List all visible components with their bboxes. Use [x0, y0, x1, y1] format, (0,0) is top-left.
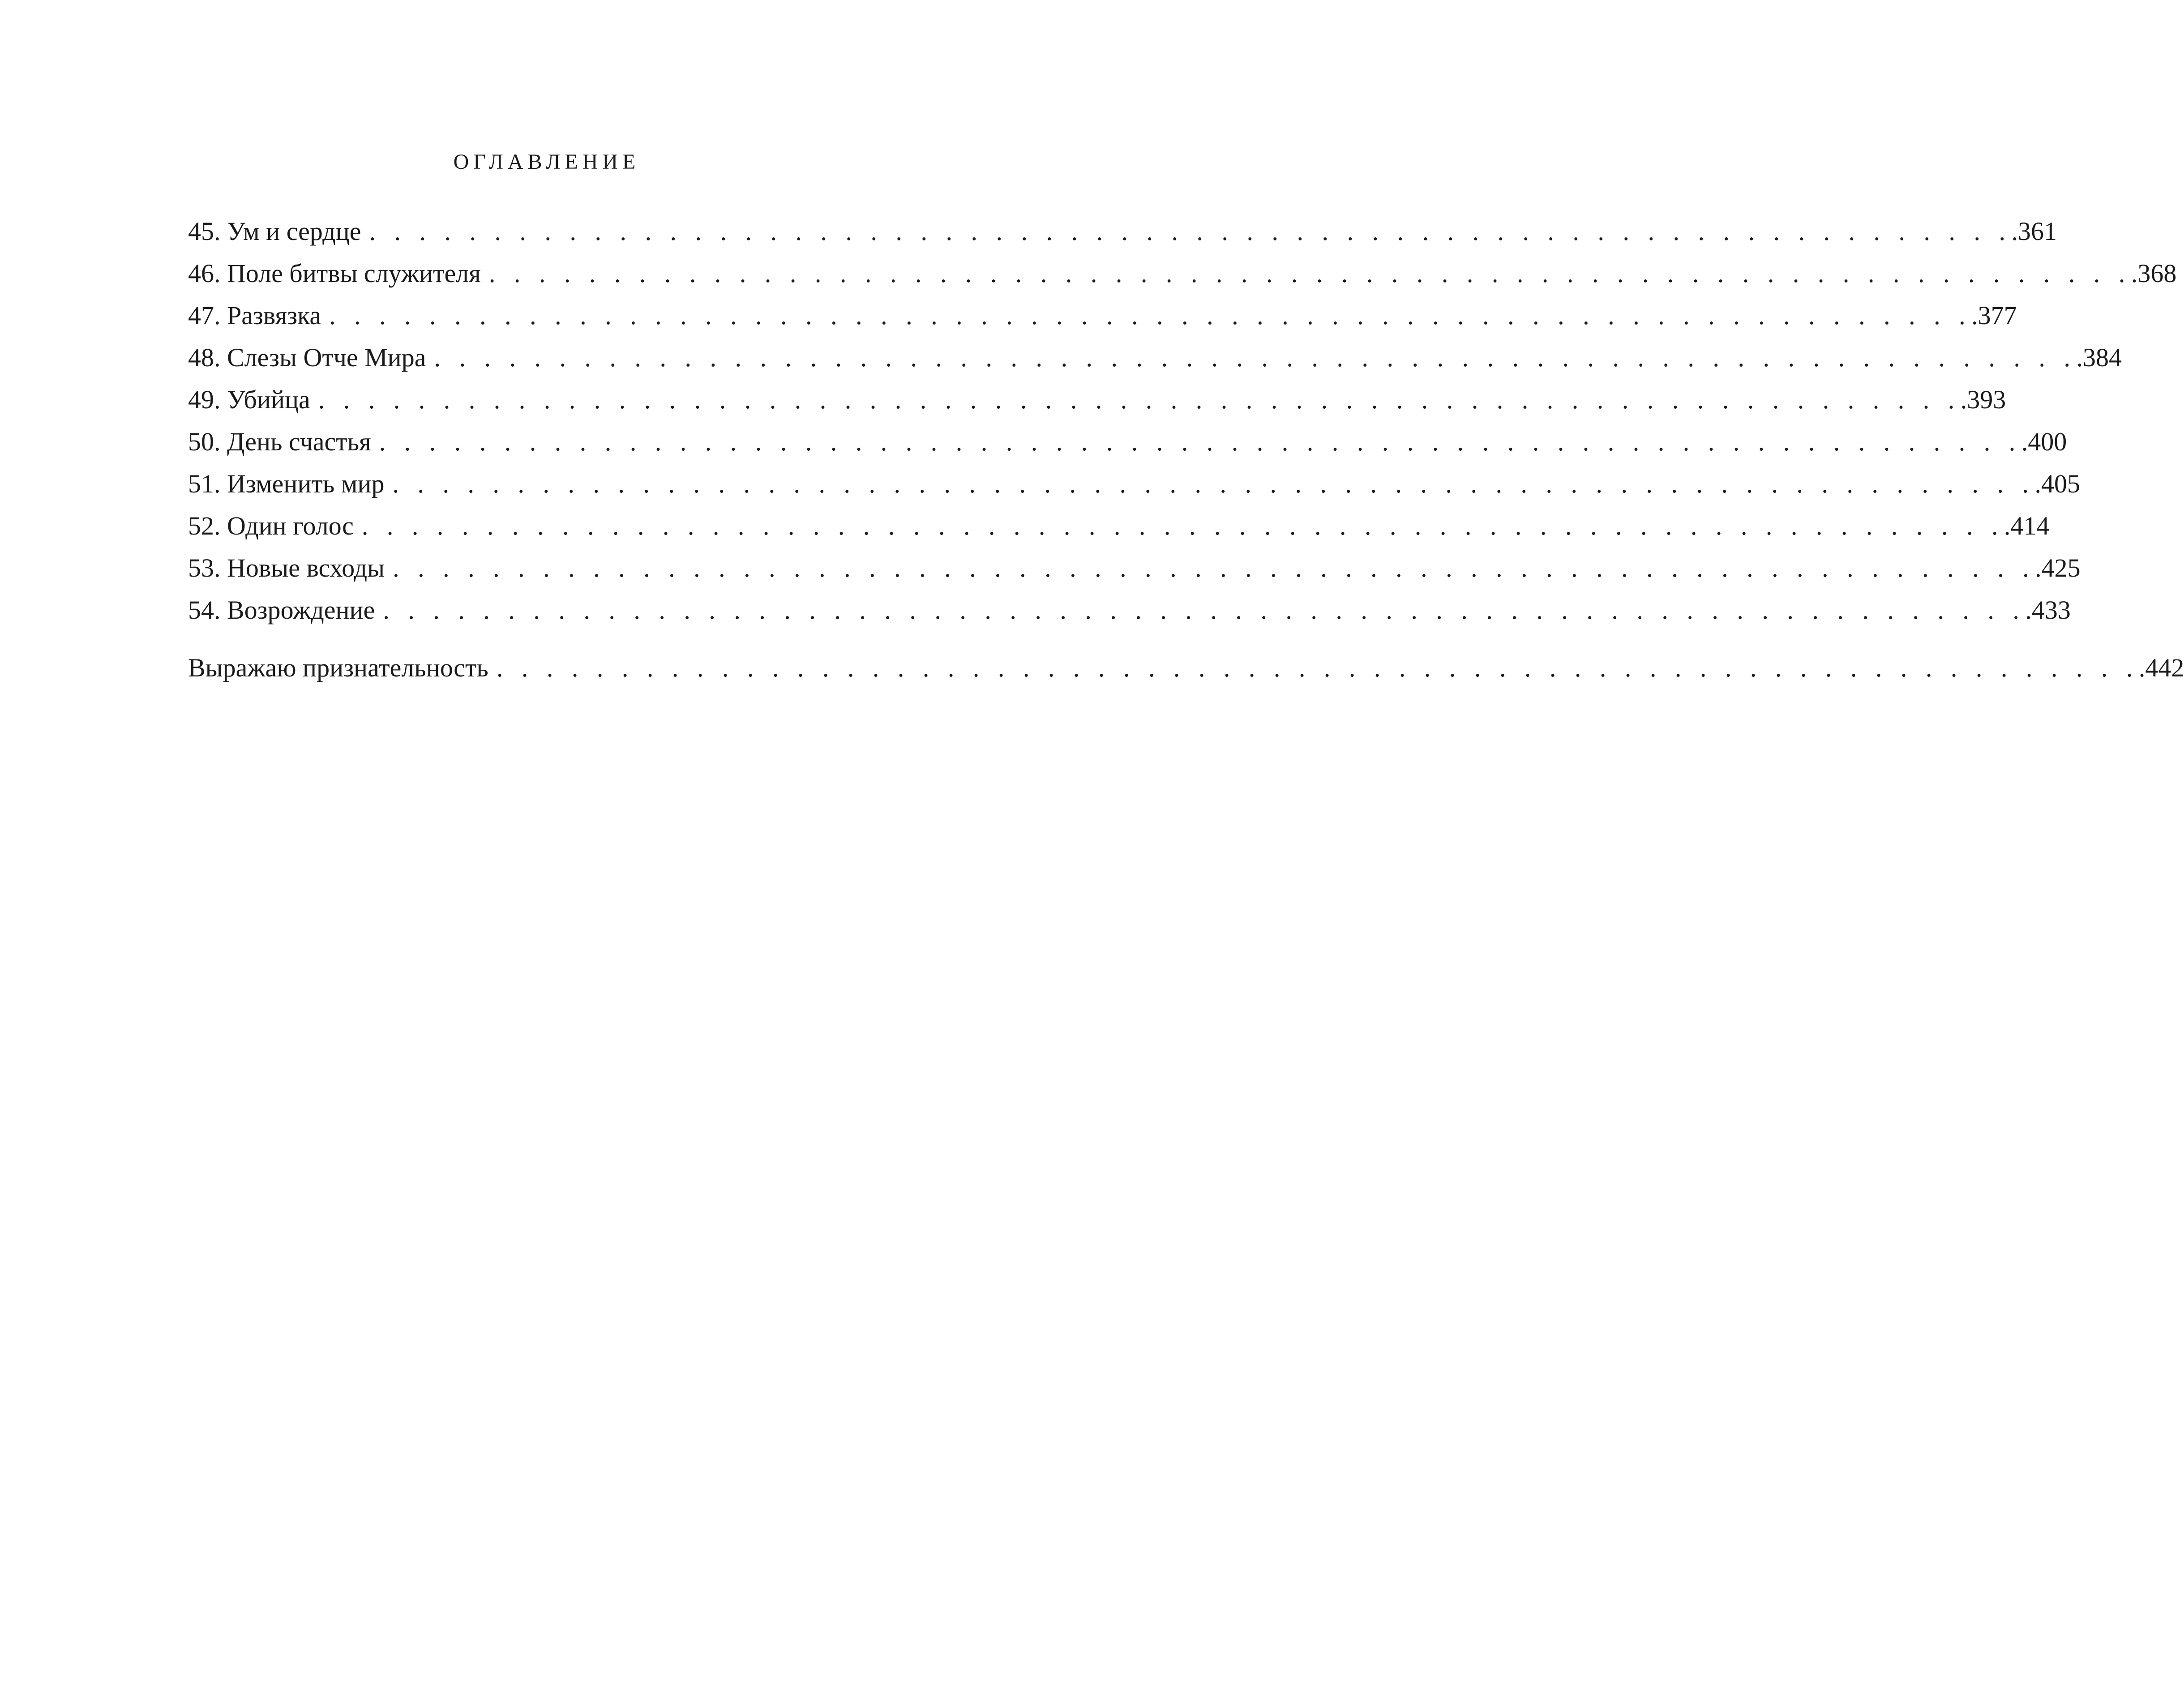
- dot-leader: . . . . . . . . . . . . . . . . . . . . . . . . . . . . . . . . . . . . . . . . . . . . . . . . . . . . . . . . . . . . . . . . . .: [496, 653, 2139, 682]
- toc-entry-acknowledgements: [188, 647, 2184, 689]
- dot-leader: . . . . . . . . . . . . . . . . . . . . . . . . . . . . . . . . . . . . . . . . . . . . . . . . . . . . . . . . . . . . . . . . . .: [434, 343, 2077, 372]
- toc-entry-title: 54. Возрождение: [188, 595, 375, 625]
- toc-entry-page: .442: [2138, 653, 2184, 682]
- toc-entry-title: 45. Ум и сердце: [188, 217, 361, 246]
- toc-entry-title: 50. День счастья: [188, 427, 371, 456]
- table-of-contents: [188, 210, 2184, 689]
- toc-entry-page: .384: [2076, 343, 2122, 372]
- page-title: ОГЛАВЛЕНИЕ: [453, 150, 640, 174]
- toc-entry-title: 52. Один голос: [188, 511, 354, 540]
- dot-leader: . . . . . . . . . . . . . . . . . . . . . . . . . . . . . . . . . . . . . . . . . . . . . . . . . . . . . . . . . . . . . . . . . .: [369, 217, 2012, 246]
- toc-entry-46: [188, 252, 2177, 295]
- dot-leader: . . . . . . . . . . . . . . . . . . . . . . . . . . . . . . . . . . . . . . . . . . . . . . . . . . . . . . . . . . . . . . . . . .: [379, 427, 2021, 456]
- toc-entry-title: 47. Развязка: [188, 301, 321, 330]
- toc-entry-page: .425: [2035, 553, 2081, 582]
- toc-entry-50: [188, 421, 2067, 463]
- toc-entry-47: [188, 295, 2017, 337]
- toc-entry-45: [188, 210, 2057, 252]
- toc-entry-title: 53. Новые всходы: [188, 553, 385, 582]
- toc-entry-51: [188, 463, 2081, 505]
- toc-entry-page: .433: [2025, 595, 2071, 625]
- toc-entry-48: [188, 337, 2122, 379]
- toc-entry-title: 46. Поле битвы служителя: [188, 259, 481, 288]
- toc-entry-page: .361: [2011, 217, 2057, 246]
- toc-entry-52: [188, 505, 2050, 547]
- dot-leader: . . . . . . . . . . . . . . . . . . . . . . . . . . . . . . . . . . . . . . . . . . . . . . . . . . . . . . . . . . . . . . . . . .: [329, 301, 1972, 330]
- toc-entry-page: .377: [1971, 301, 2017, 330]
- toc-entry-54: [188, 589, 2071, 631]
- toc-entry-page: .414: [2004, 511, 2050, 540]
- dot-leader: . . . . . . . . . . . . . . . . . . . . . . . . . . . . . . . . . . . . . . . . . . . . . . . . . . . . . . . . . . . . . . . . . .: [383, 595, 2026, 625]
- toc-entry-page: .393: [1960, 385, 2006, 414]
- dot-leader: . . . . . . . . . . . . . . . . . . . . . . . . . . . . . . . . . . . . . . . . . . . . . . . . . . . . . . . . . . . . . . . . . .: [393, 553, 2035, 582]
- dot-leader: . . . . . . . . . . . . . . . . . . . . . . . . . . . . . . . . . . . . . . . . . . . . . . . . . . . . . . . . . . . . . . . . . .: [318, 385, 1961, 414]
- toc-entry-title: 51. Изменить мир: [188, 469, 385, 498]
- toc-entry-53: [188, 547, 2081, 589]
- toc-entry-page: .368: [2131, 259, 2177, 288]
- toc-entry-title: Выражаю признательность: [188, 653, 488, 682]
- dot-leader: . . . . . . . . . . . . . . . . . . . . . . . . . . . . . . . . . . . . . . . . . . . . . . . . . . . . . . . . . . . . . . . . . .: [488, 259, 2131, 288]
- toc-entry-title: 48. Слезы Отче Мира: [188, 343, 426, 372]
- toc-entry-49: [188, 379, 2006, 421]
- toc-entry-page: .405: [2034, 469, 2081, 498]
- dot-leader: . . . . . . . . . . . . . . . . . . . . . . . . . . . . . . . . . . . . . . . . . . . . . . . . . . . . . . . . . . . . . . . . . .: [361, 511, 2004, 540]
- toc-entry-title: 49. Убийца: [188, 385, 310, 414]
- dot-leader: . . . . . . . . . . . . . . . . . . . . . . . . . . . . . . . . . . . . . . . . . . . . . . . . . . . . . . . . . . . . . . . . . .: [392, 469, 2035, 498]
- toc-entry-page: .400: [2021, 427, 2067, 456]
